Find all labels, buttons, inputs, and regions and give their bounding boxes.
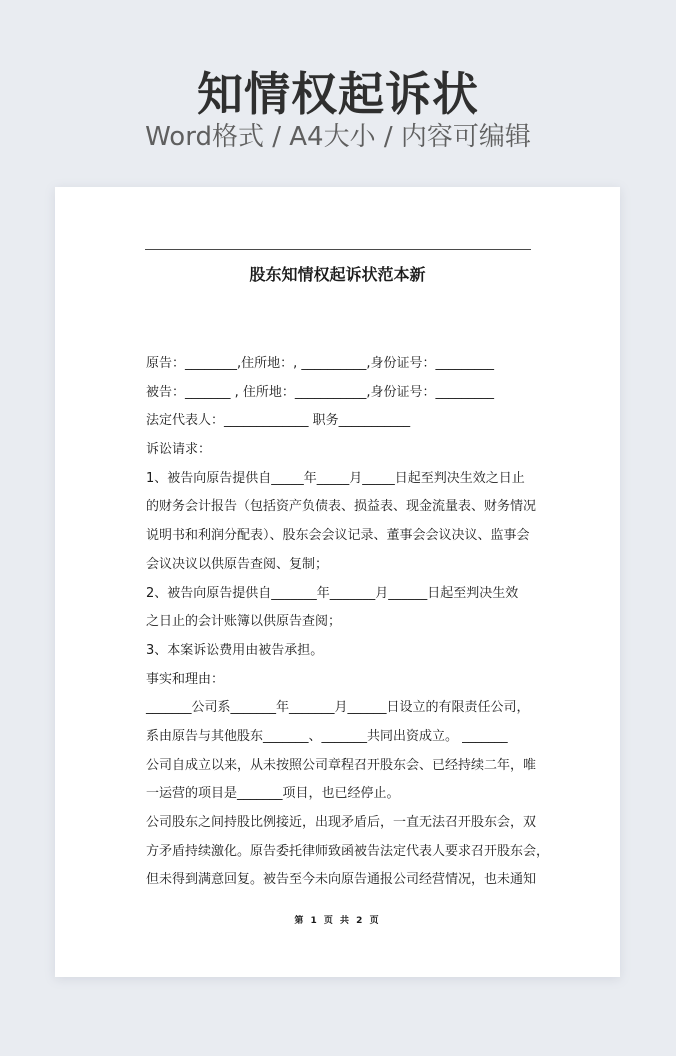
page-number-footer: 第 1 页 共 2 页 xyxy=(294,916,381,926)
body-line: 一运营的项目是_______项目，也已经停止。 xyxy=(146,786,400,802)
body-line: _______公司系_______年_______月______日设立的有限责任公司， xyxy=(146,700,530,716)
body-line: 系由原告与其他股东_______、_______共同出资成立。 _______ xyxy=(146,728,508,744)
body-line: 3、本案诉讼费用由被告承担。 xyxy=(146,642,324,658)
body-line: 公司股东之间持股比例接近，出现矛盾后，一直无法召开股东会，双 xyxy=(146,815,537,830)
defendant-line: 被告：_______ , 住所地：___________,身份证号：_________ xyxy=(146,384,495,400)
plaintiff-line: 原告：________,住所地：, __________,身份证号：_________ xyxy=(146,356,495,371)
hero-title: 知情权起诉状 xyxy=(197,67,479,121)
header-rule xyxy=(145,249,531,250)
document-title: 股东知情权起诉状范本新 xyxy=(249,265,426,284)
body-line: 2、被告向原告提供自_______年_______月______日起至判决生效 xyxy=(146,585,519,601)
body-line: 会议决议以供原告查阅、复制； xyxy=(146,556,329,572)
body-line: 1、被告向原告提供自_____年_____月_____日起至判决生效之日止 xyxy=(146,470,525,486)
document-body xyxy=(146,350,550,895)
body-line: 但未得到满意回复。被告至今未向原告通报公司经营情况，也未通知 xyxy=(146,872,537,888)
body-line: 方矛盾持续激化。原告委托律师致函被告法定代表人要求召开股东会， xyxy=(146,843,550,859)
claims-heading: 诉讼请求： xyxy=(146,442,212,458)
body-line: 公司自成立以来，从未按照公司章程召开股东会、已经持续二年，唯 xyxy=(146,757,537,773)
body-line: 说明书和利润分配表）、股东会会议记录、董事会会议决议、监事会 xyxy=(146,528,530,544)
hero-subtitle: Word格式 / A4大小 / 内容可编辑 xyxy=(145,122,531,152)
body-line: 的财务会计报告（包括资产负债表、损益表、现金流量表、财务情况 xyxy=(146,499,537,515)
body-line: 之日止的会计账簿以供原告查阅； xyxy=(146,614,342,630)
legal-representative-line: 法定代表人：_____________ 职务___________ xyxy=(146,413,411,429)
document-page xyxy=(55,187,620,977)
facts-heading: 事实和理由： xyxy=(146,671,225,687)
